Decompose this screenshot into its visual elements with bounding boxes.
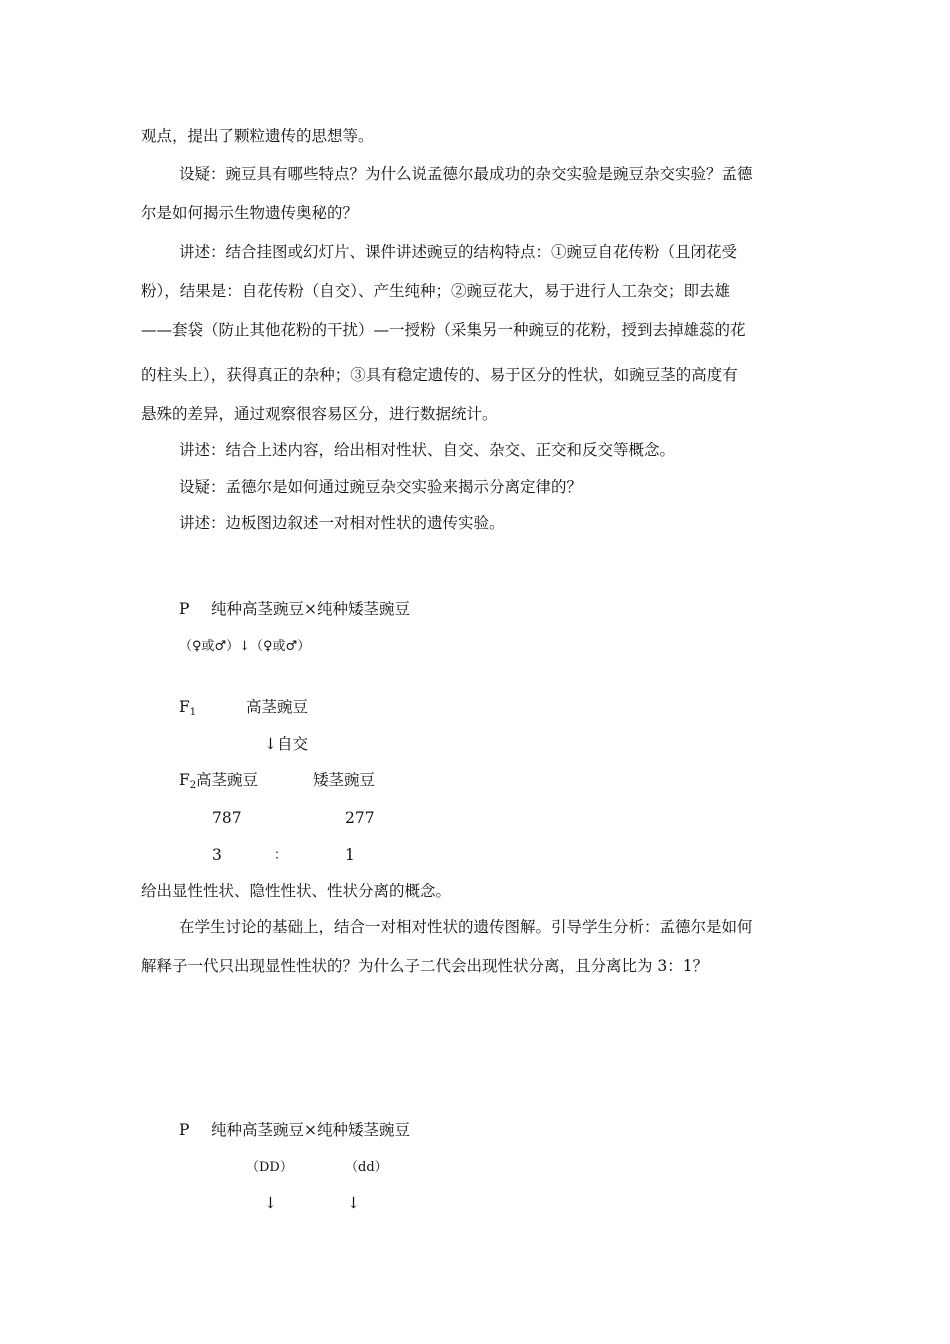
concept-paragraph: 给出显性性状、隐性性状、性状分离的概念。 [141,882,452,900]
genotype-cross-p-label: P [179,1121,190,1139]
lecture-paragraph-1-line-4: 的柱头上），获得真正的杂种；③具有稳定遗传的、易于区分的性状，如豌豆茎的高度有 [141,366,738,384]
question-paragraph-1-line-1: 设疑：豌豆具有哪些特点？为什么说孟德尔最成功的杂交实验是豌豆杂交实验？孟德 [179,165,753,183]
cross-p-parents: 纯种高茎豌豆×纯种矮茎豌豆 [211,600,410,618]
genotype-dd-upper: （DD） [246,1160,293,1175]
cross-f2-subscript: 2 [189,780,197,791]
cross-count-short: 277 [345,809,375,827]
question-paragraph-1-line-2: 尔是如何揭示生物遗传奥秘的？ [141,204,359,222]
cross-self-arrow: ↓自交 [264,735,308,753]
lecture-paragraph-1-line-1: 讲述：结合挂图或幻灯片、课件讲述豌豆的结构特点：①豌豆自花传粉（且闭花受 [179,243,738,261]
cross-ratio-right: 1 [345,846,355,864]
question-paragraph-2: 设疑：孟德尔是如何通过豌豆杂交实验来揭示分离定律的？ [179,478,583,496]
cross-p-label: P [179,600,190,618]
lecture-paragraph-1-line-5: 悬殊的差异，通过观察很容易区分，进行数据统计。 [141,405,498,423]
genotype-arrow-right: ↓ [347,1194,360,1212]
cross-f2-short: 矮茎豌豆 [313,771,376,789]
cross-ratio-left: 3 [212,846,222,864]
cross-f2-label: $F_2$ [179,771,197,791]
genotype-arrow-left: ↓ [264,1194,277,1212]
lecture-paragraph-2: 讲述：结合上述内容，给出相对性状、自交、杂交、正交和反交等概念。 [179,441,676,459]
discussion-paragraph-line-1: 在学生讨论的基础上，结合一对相对性状的遗传图解。引导学生分析：孟德尔是如何 [179,918,753,936]
cross-f1-phenotype: 高茎豌豆 [246,698,309,716]
cross-ratio-colon: ： [274,848,288,863]
discussion-paragraph-line-2: 解释子一代只出现显性性状的？为什么子二代会出现性状分离，且分离比为 3：1？ [141,957,709,975]
lecture-paragraph-3: 讲述：边板图边叙述一对相对性状的遗传实验。 [179,514,505,532]
genotype-dd-lower: （dd） [345,1160,388,1175]
lecture-paragraph-1-line-3: ——套袋（防止其他花粉的干扰）—一授粉（采集另一种豌豆的花粉，授到去掉雄蕊的花 [141,321,746,339]
cross-f2-tall: 高茎豌豆 [196,771,259,789]
lecture-paragraph-1-line-2: 粉），结果是：自花传粉（自交）、产生纯种；②豌豆花大，易于进行人工杂交；即去雄 [141,282,731,300]
cross-count-tall: 787 [212,809,242,827]
text-line-intro: 观点，提出了颗粒遗传的思想等。 [141,127,374,145]
cross-f1-subscript: 1 [189,707,197,718]
genotype-cross-parents: 纯种高茎豌豆×纯种矮茎豌豆 [211,1121,410,1139]
cross-sex-note: （♀或♂）↓（♀或♂） [179,639,311,654]
cross-f1-label: $F_1$ [179,698,197,718]
